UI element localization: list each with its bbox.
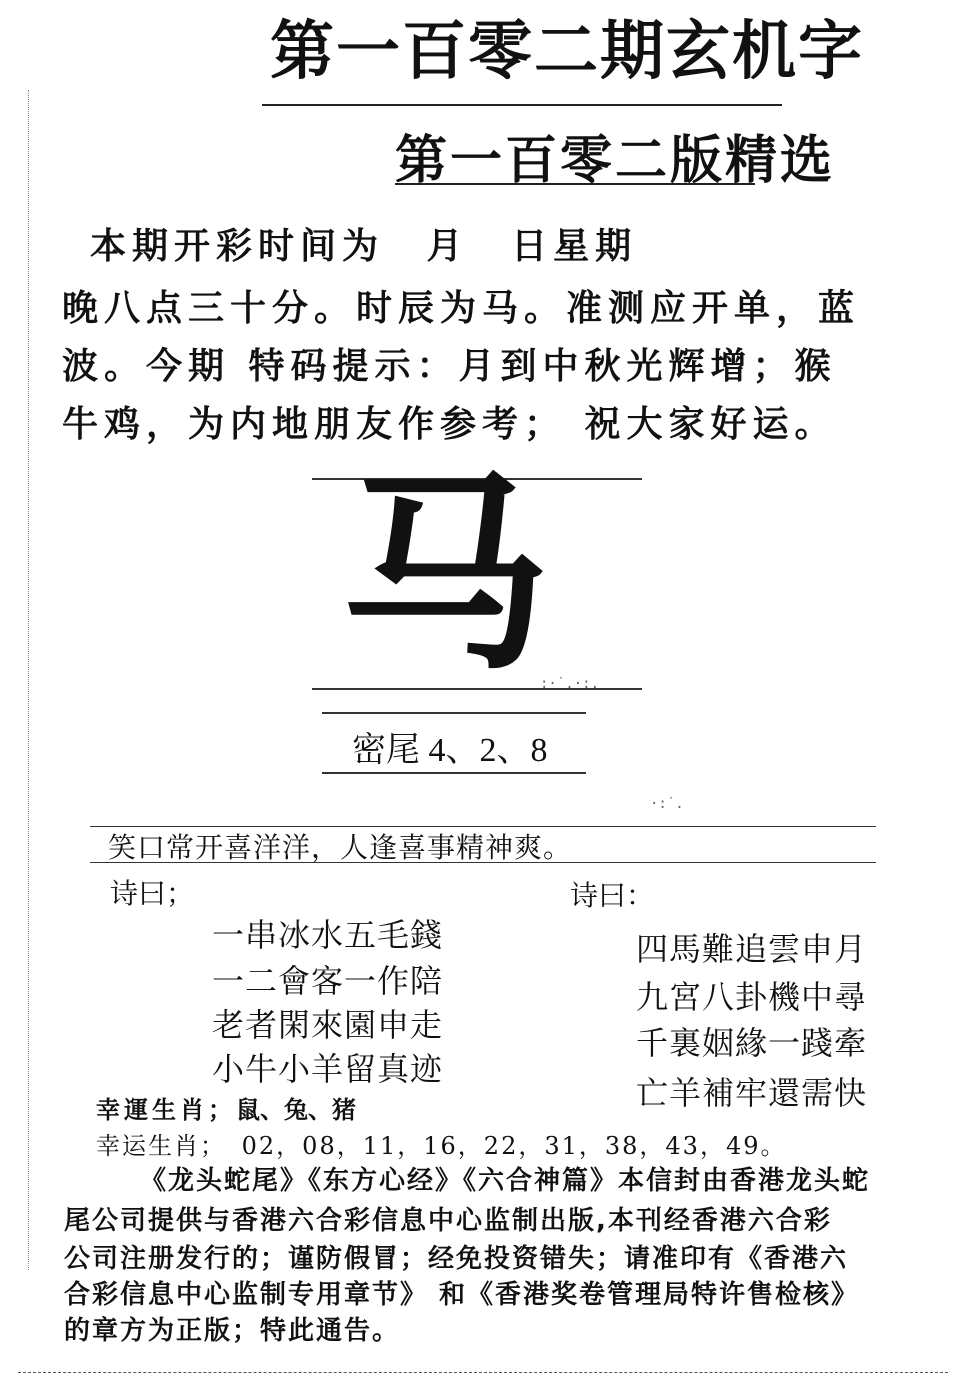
lucky-animals	[96, 1090, 356, 1125]
slogan-bottom-rule	[90, 862, 876, 863]
poem-left-line: 小牛小羊留真迹	[212, 1050, 444, 1088]
feature-character: 马	[340, 451, 551, 698]
notice-line-1: 《龙头蛇尾》《东方心经》《六合神篇》本信封由香港龙头蛇	[140, 1166, 871, 1196]
poem-right-line: 千裏姻緣一踐牽	[636, 1024, 868, 1062]
notice-line-3: 公司注册发行的；谨防假冒；经免投资错失；请准印有《香港六	[64, 1244, 849, 1274]
notice-line-4: 合彩信息中心监制专用章节》 和《香港奖卷管理局特许售检核》	[64, 1280, 860, 1310]
poem-left-heading: 诗曰；	[110, 877, 195, 910]
page-title: 第一百零二期玄机字	[270, 15, 864, 89]
notice-line-5: 的章方为正版；特此通告。	[64, 1316, 401, 1346]
intro-line-1: 本期开彩时间为 月 日星期	[90, 225, 638, 267]
poem-right-line: 四馬難追雲申月	[636, 930, 868, 968]
tail-number-label: 密尾 4、2、8	[352, 732, 548, 769]
notice-line-2: 尾公司提供与香港六合彩信息中心监制出版,本刊经香港六合彩	[64, 1206, 832, 1236]
poem-left-line: 一串冰水五毛錢	[212, 916, 444, 954]
scan-margin-dots	[28, 90, 29, 1270]
intro-line-4: 牛鸡，为内地朋友作参考； 祝大家好运。	[62, 403, 837, 445]
lucky-animals-value: 鼠、兔、猪	[236, 1096, 356, 1124]
print-speck: ·:˙.	[650, 796, 684, 812]
lucky-numbers-label: 幸运生肖；	[96, 1132, 226, 1160]
lucky-numbers	[96, 1126, 787, 1161]
lucky-numbers-value: 02，08，11，16，22，31，38，43，49。	[241, 1132, 787, 1160]
poem-right-heading: 诗曰：	[570, 879, 655, 912]
bottom-rule	[18, 1372, 948, 1373]
print-speck: :·˙.·:.	[540, 676, 600, 692]
poem-left-line: 老者閑來園申走	[212, 1006, 444, 1044]
poem-right-line: 亡羊補牢還需快	[636, 1074, 868, 1112]
subtitle-underline	[395, 183, 755, 185]
poem-right-line: 九宮八卦機中尋	[636, 978, 868, 1016]
poem-left-line: 一二會客一作陪	[212, 962, 444, 1000]
subtitle-top-rule	[262, 104, 782, 106]
intro-line-3: 波。今期 特码提示：月到中秋光辉增；猴	[62, 345, 837, 387]
slogan: 笑口常开喜洋洋，人逢喜事精神爽。	[108, 831, 573, 864]
lucky-animals-label: 幸運生肖；	[96, 1096, 236, 1124]
page-subtitle: 第一百零二版精选	[395, 131, 836, 191]
intro-line-2: 晚八点三十分。时辰为马。准测应开单，蓝	[62, 287, 861, 329]
